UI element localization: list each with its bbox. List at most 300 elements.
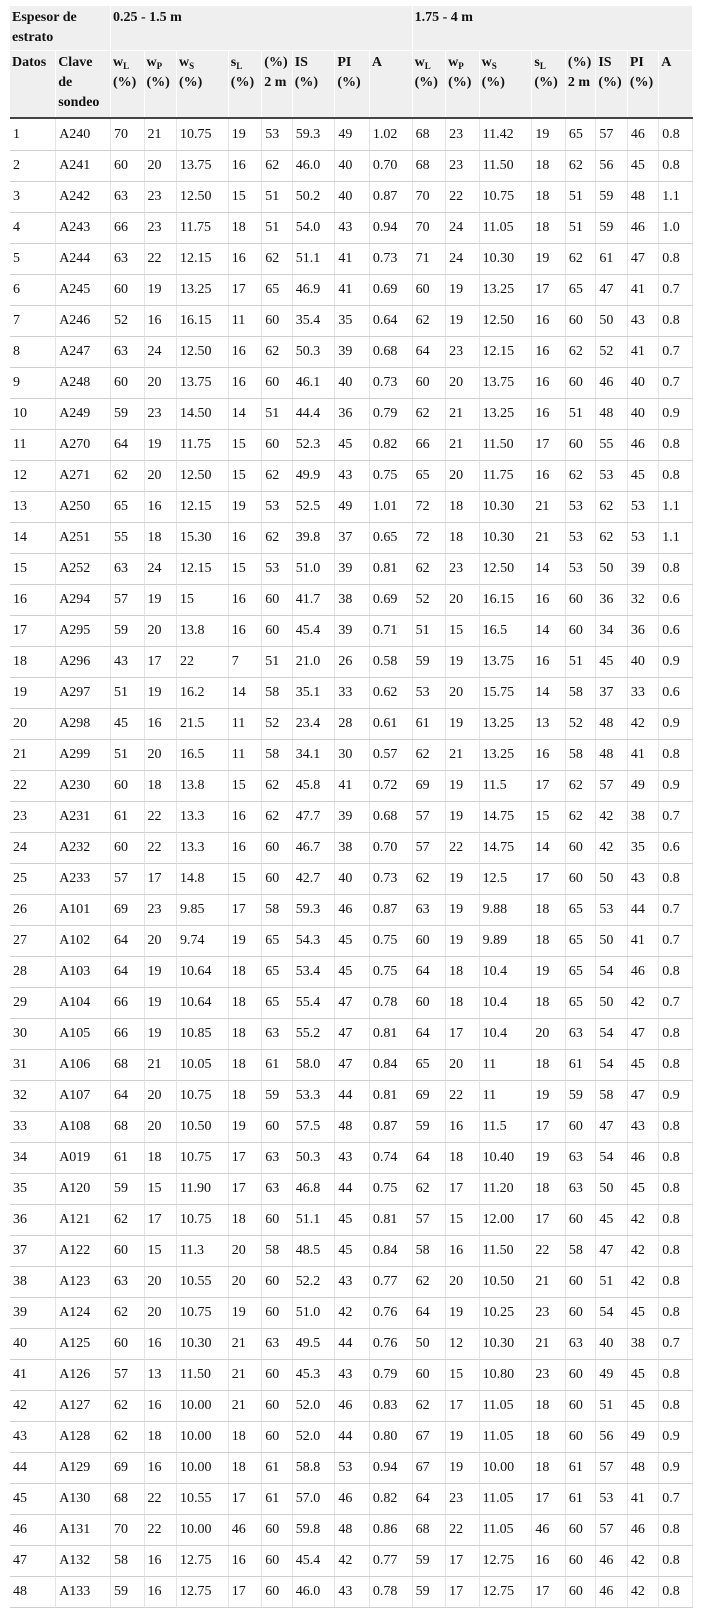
value-cell: 53 — [596, 895, 627, 926]
value-cell: 0.87 — [369, 1112, 412, 1143]
value-cell: 0.78 — [369, 988, 412, 1019]
value-cell: 50.2 — [292, 182, 335, 213]
value-cell: 60 — [262, 833, 292, 864]
value-cell: 17 — [446, 1019, 480, 1050]
col-unit: (%) — [629, 75, 654, 90]
value-cell: 60 — [111, 368, 145, 399]
value-cell: 62 — [565, 337, 595, 368]
value-cell: 16 — [228, 616, 262, 647]
value-cell: 10.40 — [479, 1143, 532, 1174]
value-cell: 58 — [596, 1081, 627, 1112]
value-cell: 60 — [262, 1577, 292, 1608]
boring-code-cell: A249 — [56, 399, 111, 430]
boring-code-cell: A244 — [56, 244, 111, 275]
col-pi-shallow-header — [335, 51, 370, 119]
value-cell: 12.50 — [177, 182, 229, 213]
value-cell: 18 — [228, 1422, 262, 1453]
value-cell: 19 — [446, 709, 480, 740]
value-cell: 16 — [532, 306, 566, 337]
value-cell: 43 — [335, 1577, 370, 1608]
boring-code-cell: A298 — [56, 709, 111, 740]
value-cell: 18 — [228, 1050, 262, 1081]
value-cell: 23 — [144, 399, 176, 430]
value-cell: 53 — [627, 492, 658, 523]
value-cell: 19 — [446, 275, 480, 306]
value-cell: 17 — [532, 864, 566, 895]
value-cell: 60 — [262, 1267, 292, 1298]
value-cell: 42 — [627, 988, 658, 1019]
value-cell: 60 — [111, 1329, 145, 1360]
value-cell: 49 — [627, 771, 658, 802]
table-row — [10, 151, 693, 182]
value-cell: 17 — [532, 275, 566, 306]
boring-code-cell: A123 — [56, 1267, 111, 1298]
value-cell: 52.0 — [292, 1422, 335, 1453]
value-cell: 46 — [627, 1143, 658, 1174]
value-cell: 0.8 — [659, 1112, 693, 1143]
value-cell: 0.9 — [659, 647, 693, 678]
value-cell: 21 — [532, 523, 566, 554]
value-cell: 12.75 — [177, 1546, 229, 1577]
col-unit: (%) — [179, 75, 203, 90]
boring-code-cell: A247 — [56, 337, 111, 368]
value-cell: 61 — [596, 244, 627, 275]
table-row — [10, 1453, 693, 1484]
value-cell: 13.75 — [177, 368, 229, 399]
value-cell: 50 — [596, 926, 627, 957]
value-cell: 0.78 — [369, 1577, 412, 1608]
value-cell: 45 — [627, 1391, 658, 1422]
value-cell: 38 — [335, 585, 370, 616]
value-cell: 65 — [412, 1050, 446, 1081]
value-cell: 0.70 — [369, 151, 412, 182]
value-cell: 1.1 — [659, 492, 693, 523]
value-cell: 51 — [111, 740, 145, 771]
value-cell: 40 — [627, 368, 658, 399]
value-cell: 65 — [565, 926, 595, 957]
value-cell: 10.00 — [177, 1515, 229, 1546]
value-cell: 51 — [262, 182, 292, 213]
table-row — [10, 1422, 693, 1453]
value-cell: 14 — [532, 678, 566, 709]
value-cell: 69 — [412, 1081, 446, 1112]
boring-code-cell: A128 — [56, 1422, 111, 1453]
value-cell: 64 — [412, 1019, 446, 1050]
value-cell: 18 — [228, 213, 262, 244]
value-cell: 0.69 — [369, 585, 412, 616]
value-cell: 50 — [596, 864, 627, 895]
boring-code-cell: A246 — [56, 306, 111, 337]
col-unit: (%) — [448, 75, 472, 90]
value-cell: 11.50 — [479, 1236, 532, 1267]
value-cell: 48 — [335, 1112, 370, 1143]
value-cell: 17 — [228, 1577, 262, 1608]
value-cell: 19 — [446, 647, 480, 678]
value-cell: 59.8 — [292, 1515, 335, 1546]
soil-properties-table — [10, 6, 693, 1608]
col-subscript: P — [156, 61, 163, 71]
table-row — [10, 678, 693, 709]
value-cell: 20 — [446, 678, 480, 709]
row-number-cell: 23 — [10, 802, 56, 833]
value-cell: 63 — [565, 1019, 595, 1050]
value-cell: 13.3 — [177, 802, 229, 833]
value-cell: 17 — [446, 1174, 480, 1205]
value-cell: 58 — [262, 678, 292, 709]
value-cell: 62 — [565, 802, 595, 833]
value-cell: 9.89 — [479, 926, 532, 957]
value-cell: 65 — [262, 957, 292, 988]
row-number-cell: 22 — [10, 771, 56, 802]
value-cell: 51.0 — [292, 1298, 335, 1329]
row-number-cell: 37 — [10, 1236, 56, 1267]
row-number-cell: 25 — [10, 864, 56, 895]
value-cell: 20 — [144, 1298, 176, 1329]
value-cell: 51 — [565, 399, 595, 430]
value-cell: 17 — [228, 1143, 262, 1174]
value-cell: 10.30 — [177, 1329, 229, 1360]
value-cell: 15 — [228, 461, 262, 492]
value-cell: 18 — [228, 988, 262, 1019]
value-cell: 11.05 — [479, 1391, 532, 1422]
value-cell: 47 — [627, 1081, 658, 1112]
value-cell: 18 — [446, 1143, 480, 1174]
col-symbol: w — [414, 55, 425, 70]
value-cell: 19 — [144, 988, 176, 1019]
boring-code-cell: A241 — [56, 151, 111, 182]
col-subscript: L — [424, 61, 431, 71]
value-cell: 10.80 — [479, 1360, 532, 1391]
value-cell: 17 — [144, 1205, 176, 1236]
value-cell: 0.57 — [369, 740, 412, 771]
value-cell: 16 — [532, 647, 566, 678]
value-cell: 52 — [596, 337, 627, 368]
value-cell: 52.2 — [292, 1267, 335, 1298]
boring-code-cell: A248 — [56, 368, 111, 399]
value-cell: 60 — [262, 368, 292, 399]
boring-code-cell: A106 — [56, 1050, 111, 1081]
value-cell: 10.30 — [479, 1329, 532, 1360]
value-cell: 42 — [627, 1236, 658, 1267]
value-cell: 9.85 — [177, 895, 229, 926]
value-cell: 53.4 — [292, 957, 335, 988]
value-cell: 19 — [228, 118, 262, 151]
value-cell: 16 — [228, 523, 262, 554]
value-cell: 62 — [412, 306, 446, 337]
value-cell: 16 — [532, 368, 566, 399]
value-cell: 0.84 — [369, 1236, 412, 1267]
row-number-cell: 39 — [10, 1298, 56, 1329]
value-cell: 51.0 — [292, 554, 335, 585]
value-cell: 0.8 — [659, 1236, 693, 1267]
value-cell: 23 — [446, 1484, 480, 1515]
value-cell: 1.01 — [369, 492, 412, 523]
value-cell: 16 — [228, 833, 262, 864]
value-cell: 16.5 — [479, 616, 532, 647]
value-cell: 60 — [262, 616, 292, 647]
col-unit: (%) — [481, 75, 505, 90]
value-cell: 16.2 — [177, 678, 229, 709]
value-cell: 17 — [532, 1577, 566, 1608]
value-cell: 16 — [144, 1453, 176, 1484]
value-cell: 0.6 — [659, 616, 693, 647]
col-wl-deep-header — [412, 51, 446, 119]
value-cell: 0.7 — [659, 988, 693, 1019]
value-cell: 15 — [446, 1360, 480, 1391]
value-cell: 16 — [144, 1577, 176, 1608]
value-cell: 54 — [596, 1019, 627, 1050]
value-cell: 22 — [446, 833, 480, 864]
value-cell: 60 — [565, 616, 595, 647]
value-cell: 43 — [335, 213, 370, 244]
col-subscript: L — [539, 61, 546, 71]
table-row — [10, 1174, 693, 1205]
value-cell: 65 — [111, 492, 145, 523]
row-number-cell: 20 — [10, 709, 56, 740]
col-subscript: S — [491, 61, 497, 71]
value-cell: 46 — [532, 1515, 566, 1546]
value-cell: 20 — [144, 1112, 176, 1143]
value-cell: 10.75 — [177, 1298, 229, 1329]
value-cell: 62 — [262, 771, 292, 802]
col-ws-deep-header — [479, 51, 532, 119]
value-cell: 39 — [335, 802, 370, 833]
value-cell: 50 — [596, 988, 627, 1019]
value-cell: 68 — [111, 1484, 145, 1515]
value-cell: 11.75 — [177, 430, 229, 461]
value-cell: 45 — [335, 926, 370, 957]
value-cell: 10.00 — [177, 1391, 229, 1422]
value-cell: 45.4 — [292, 616, 335, 647]
value-cell: 1.02 — [369, 118, 412, 151]
value-cell: 57.0 — [292, 1484, 335, 1515]
value-cell: 42 — [335, 1298, 370, 1329]
value-cell: 13.25 — [479, 399, 532, 430]
value-cell: 18 — [532, 1174, 566, 1205]
value-cell: 20 — [144, 926, 176, 957]
value-cell: 57 — [111, 1360, 145, 1391]
value-cell: 42 — [596, 833, 627, 864]
col-sl-shallow-header — [228, 51, 262, 119]
value-cell: 16.5 — [177, 740, 229, 771]
value-cell: 23 — [532, 1298, 566, 1329]
col-symbol: PI — [629, 55, 644, 70]
col-unit: (%) — [414, 75, 438, 90]
boring-code-cell: A124 — [56, 1298, 111, 1329]
value-cell: 58 — [565, 678, 595, 709]
row-number-cell: 5 — [10, 244, 56, 275]
value-cell: 44 — [335, 1422, 370, 1453]
value-cell: 64 — [111, 926, 145, 957]
value-cell: 13.8 — [177, 616, 229, 647]
value-cell: 13.25 — [479, 740, 532, 771]
value-cell: 0.7 — [659, 926, 693, 957]
value-cell: 21 — [446, 430, 480, 461]
value-cell: 0.62 — [369, 678, 412, 709]
value-cell: 0.8 — [659, 1298, 693, 1329]
value-cell: 62 — [565, 461, 595, 492]
value-cell: 18 — [144, 1143, 176, 1174]
value-cell: 35.4 — [292, 306, 335, 337]
value-cell: 15.75 — [479, 678, 532, 709]
boring-code-cell: A130 — [56, 1484, 111, 1515]
value-cell: 0.8 — [659, 740, 693, 771]
value-cell: 19 — [228, 492, 262, 523]
value-cell: 15 — [144, 1174, 176, 1205]
boring-code-cell: A101 — [56, 895, 111, 926]
value-cell: 0.9 — [659, 1453, 693, 1484]
value-cell: 18 — [532, 1422, 566, 1453]
value-cell: 55 — [111, 523, 145, 554]
value-cell: 23 — [446, 151, 480, 182]
value-cell: 1.1 — [659, 523, 693, 554]
value-cell: 62 — [262, 802, 292, 833]
value-cell: 13.8 — [177, 771, 229, 802]
value-cell: 11 — [228, 709, 262, 740]
value-cell: 59 — [262, 1081, 292, 1112]
stratum-thickness-header: Espesor de estrato — [10, 6, 111, 51]
row-number-cell: 29 — [10, 988, 56, 1019]
value-cell: 10.50 — [479, 1267, 532, 1298]
value-cell: 0.9 — [659, 399, 693, 430]
value-cell: 42 — [627, 709, 658, 740]
value-cell: 46.1 — [292, 368, 335, 399]
col-symbol: IS — [294, 55, 308, 70]
value-cell: 49 — [335, 118, 370, 151]
value-cell: 60 — [565, 1112, 595, 1143]
value-cell: 24 — [446, 244, 480, 275]
value-cell: 19 — [446, 926, 480, 957]
value-cell: 18 — [532, 895, 566, 926]
value-cell: 9.74 — [177, 926, 229, 957]
value-cell: 49 — [627, 1422, 658, 1453]
col-ws-shallow-header — [177, 51, 229, 119]
value-cell: 16.15 — [479, 585, 532, 616]
value-cell: 19 — [446, 895, 480, 926]
value-cell: 60 — [262, 864, 292, 895]
value-cell: 44 — [335, 1174, 370, 1205]
value-cell: 62 — [412, 1391, 446, 1422]
value-cell: 63 — [412, 895, 446, 926]
value-cell: 19 — [446, 771, 480, 802]
value-cell: 60 — [262, 1298, 292, 1329]
value-cell: 10.55 — [177, 1484, 229, 1515]
value-cell: 0.70 — [369, 833, 412, 864]
range-shallow-header: 0.25 - 1.5 m — [111, 6, 413, 51]
value-cell: 0.8 — [659, 151, 693, 182]
value-cell: 47.7 — [292, 802, 335, 833]
value-cell: 10.25 — [479, 1298, 532, 1329]
value-cell: 17 — [446, 1391, 480, 1422]
value-cell: 21 — [532, 492, 566, 523]
boring-code-cell: A233 — [56, 864, 111, 895]
value-cell: 16 — [228, 585, 262, 616]
value-cell: 21 — [446, 740, 480, 771]
value-cell: 63 — [111, 554, 145, 585]
value-cell: 48 — [627, 1453, 658, 1484]
value-cell: 35 — [627, 833, 658, 864]
value-cell: 16 — [532, 740, 566, 771]
value-cell: 16 — [228, 802, 262, 833]
value-cell: 13.25 — [177, 275, 229, 306]
value-cell: 9.88 — [479, 895, 532, 926]
value-cell: 11.50 — [479, 151, 532, 182]
value-cell: 46 — [627, 1515, 658, 1546]
value-cell: 18 — [446, 523, 480, 554]
value-cell: 46 — [627, 213, 658, 244]
table-row — [10, 833, 693, 864]
value-cell: 53 — [262, 118, 292, 151]
boring-code-cell: A299 — [56, 740, 111, 771]
value-cell: 52 — [111, 306, 145, 337]
boring-code-cell: A121 — [56, 1205, 111, 1236]
boring-code-cell: A230 — [56, 771, 111, 802]
value-cell: 63 — [565, 1143, 595, 1174]
value-cell: 53 — [565, 523, 595, 554]
value-cell: 60 — [412, 926, 446, 957]
value-cell: 65 — [262, 988, 292, 1019]
row-number-cell: 31 — [10, 1050, 56, 1081]
value-cell: 39 — [335, 337, 370, 368]
value-cell: 23.4 — [292, 709, 335, 740]
value-cell: 56 — [596, 1422, 627, 1453]
value-cell: 20 — [446, 368, 480, 399]
value-cell: 19 — [446, 306, 480, 337]
value-cell: 57.5 — [292, 1112, 335, 1143]
value-cell: 22 — [177, 647, 229, 678]
boring-code-cell: A295 — [56, 616, 111, 647]
value-cell: 0.81 — [369, 1205, 412, 1236]
value-cell: 60 — [111, 151, 145, 182]
value-cell: 52.0 — [292, 1391, 335, 1422]
value-cell: 45.8 — [292, 771, 335, 802]
value-cell: 57 — [111, 585, 145, 616]
boring-code-cell: A019 — [56, 1143, 111, 1174]
value-cell: 15 — [228, 554, 262, 585]
value-cell: 18 — [228, 1019, 262, 1050]
value-cell: 54 — [596, 957, 627, 988]
value-cell: 38 — [627, 1329, 658, 1360]
value-cell: 14 — [532, 833, 566, 864]
value-cell: 51 — [412, 616, 446, 647]
table-row — [10, 244, 693, 275]
value-cell: 60 — [565, 430, 595, 461]
table-body — [10, 118, 693, 1608]
value-cell: 12.15 — [177, 492, 229, 523]
value-cell: 63 — [565, 1174, 595, 1205]
value-cell: 11 — [479, 1081, 532, 1112]
value-cell: 17 — [228, 895, 262, 926]
value-cell: 50 — [596, 554, 627, 585]
value-cell: 62 — [412, 1267, 446, 1298]
value-cell: 20 — [446, 1050, 480, 1081]
col-a-deep-header — [659, 51, 693, 119]
value-cell: 66 — [412, 430, 446, 461]
value-cell: 20 — [228, 1267, 262, 1298]
value-cell: 11.75 — [177, 213, 229, 244]
table-row — [10, 988, 693, 1019]
row-number-cell: 4 — [10, 213, 56, 244]
table-row — [10, 709, 693, 740]
col-sl-deep-header — [532, 51, 566, 119]
value-cell: 39.8 — [292, 523, 335, 554]
row-number-cell: 2 — [10, 151, 56, 182]
table-row — [10, 213, 693, 244]
boring-code-cell: A250 — [56, 492, 111, 523]
value-cell: 0.69 — [369, 275, 412, 306]
value-cell: 19 — [144, 1019, 176, 1050]
value-cell: 62 — [111, 1422, 145, 1453]
